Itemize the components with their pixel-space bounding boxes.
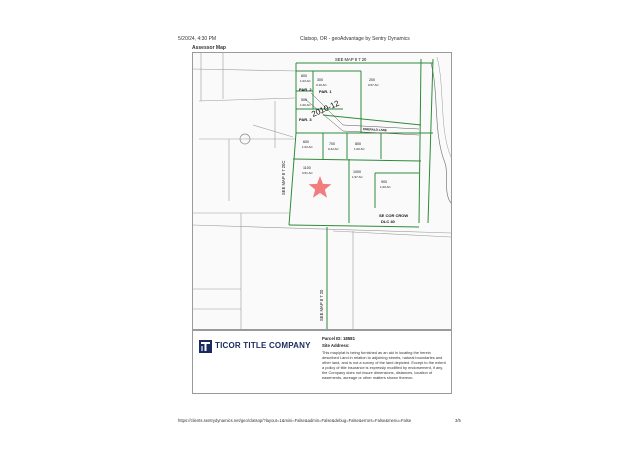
print-datetime: 5/20/24, 4:30 PM — [178, 36, 217, 42]
par-1-label: PAR. 1 — [319, 89, 332, 94]
par-3-label: PAR. 3 — [299, 117, 312, 122]
see-map-bottom-label: SEE MAP 8 7 20 — [319, 289, 324, 321]
plat-number-label: 2010-12 — [310, 98, 341, 119]
footer-url: https://clients.sentrydynamics.net/geo/clatsop/?layout=1&mini=False&admin=False&debug=False&errors=False&menu=False — [178, 418, 412, 423]
parcel-300-label: 300 — [317, 78, 323, 82]
parcel-500-label: 500 — [301, 98, 307, 102]
parcel-600-label: 600 — [303, 140, 309, 144]
parcel-800-label: 800 — [355, 142, 361, 146]
acres-900-label: 1.00 AC — [380, 185, 391, 189]
parcel-200-label: 200 — [369, 78, 375, 82]
see-map-left-label: SEE MAP 8 7 20C — [281, 160, 286, 195]
parcel-900-label: 900 — [381, 180, 387, 184]
acres-600-top-label: 1.03 AC — [300, 79, 311, 83]
parcel-boundaries — [289, 59, 433, 329]
acres-700-label: 0.44 AC — [328, 147, 339, 151]
disclaimer-text: This map/plat is being furnished as an aid in locating the herein described Land in relation to adjoining streets, natural boundaries and other land, and is not a survey of the land depicted. Except to the extent a policy of title insurance is expressly modified by endorsement, if any, the Company does not insure dimensions, distances, location of easements, acreage or other matters shown thereon. — [322, 350, 446, 381]
acres-600-label: 1.03 AC — [302, 145, 313, 149]
acres-1000-label: 1.97 AC — [352, 175, 363, 179]
title-company-block — [192, 330, 452, 394]
site-address: Site Address: — [322, 343, 350, 348]
acres-1100-label: 3.51 AC — [302, 171, 313, 175]
acres-200-label: 0.67 AC — [368, 83, 379, 87]
acres-800-label: 1.00 AC — [354, 147, 365, 151]
company-name: TICOR TITLE COMPANY — [215, 341, 311, 350]
dlc-corner-label: SE COR CROW — [379, 213, 409, 218]
acres-500-label: 1.00 AC — [300, 103, 311, 107]
print-title: Clatsop, OR - geoAdvantage by Sentry Dynamics — [300, 36, 410, 42]
parcel-700-label: 700 — [329, 142, 335, 146]
road-name-label: EMERALD LANE — [362, 127, 387, 133]
subject-parcel-star — [309, 176, 332, 198]
parcel-600-top-label: 600 — [301, 74, 307, 78]
dlc-number-label: DLC 40 — [381, 219, 395, 224]
acres-300-label: 0.10 AC — [316, 83, 327, 87]
parcel-1100-label: 1100 — [303, 166, 311, 170]
parcel-id: Parcel ID: 18581 — [322, 336, 355, 341]
see-map-top-label: SEE MAP 8 7 20 — [335, 57, 367, 62]
ticor-logo-icon — [199, 340, 212, 353]
page-number: 3/5 — [455, 418, 461, 423]
map-canvas — [193, 53, 451, 329]
section-title: Assessor Map — [192, 45, 226, 51]
parcel-1000-label: 1000 — [353, 170, 361, 174]
par-2-label: PAR. 2 — [299, 87, 312, 92]
assessor-map[interactable] — [192, 52, 452, 330]
